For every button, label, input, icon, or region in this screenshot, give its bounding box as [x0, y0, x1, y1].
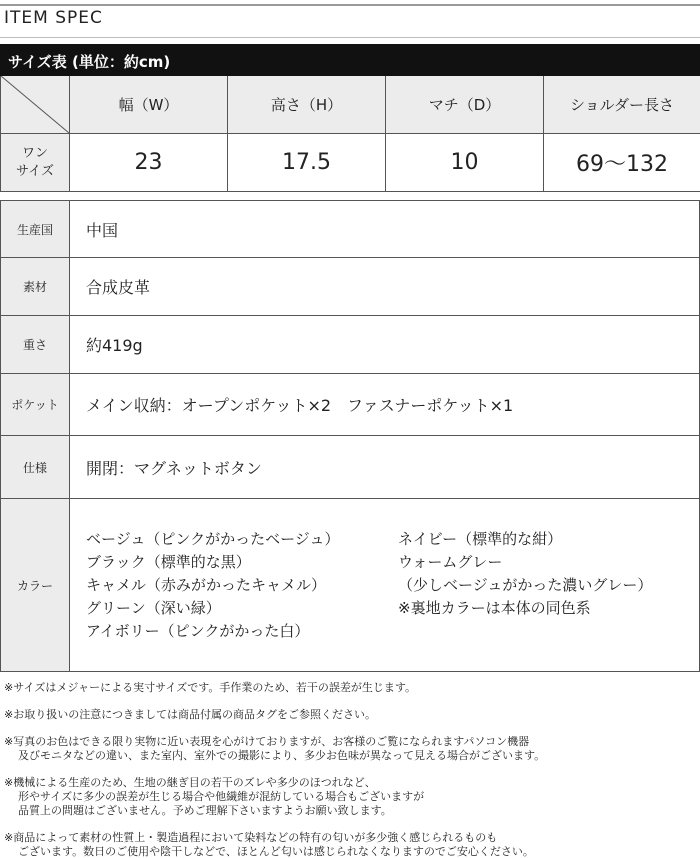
top-rule	[0, 4, 700, 6]
spec-value: 合成皮革	[70, 258, 700, 315]
note-line: ※商品によって素材の性質上・製造過程において染料などの特有の匂いが多少強く感じられるものも	[4, 831, 498, 844]
spec-row-weight	[1, 316, 700, 374]
notes	[4, 681, 698, 858]
value-depth: 10	[386, 134, 544, 192]
color-item: ブラック（標準的な黒）	[86, 552, 251, 571]
color-list-left	[86, 528, 398, 643]
spec-value: 中国	[70, 201, 700, 257]
col-header-width: 幅（W）	[70, 76, 228, 134]
value-shoulder: 69〜132	[544, 134, 700, 192]
note-line: ※お取り扱いの注意につきましては商品付属の商品タグをご参照ください。	[4, 708, 376, 721]
note	[4, 776, 698, 818]
color-item: （少しベージュがかった濃いグレー）	[398, 575, 653, 594]
col-header-depth: マチ（D）	[386, 76, 544, 134]
note-line: 及びモニタなどの違い、また室内、室外での撮影により、多少お色味が異なって見える場合がございます。	[18, 749, 546, 762]
header-rule	[0, 37, 700, 38]
corner-cell	[1, 76, 70, 134]
color-list-right	[398, 528, 698, 643]
spec-table	[0, 200, 700, 672]
note-line: ※写真のお色はできる限り実物に近い表現を心がけておりますが、お客様のご覧になられますパソコン機器	[4, 735, 530, 748]
size-table-title: サイズ表 (単位：約cm)	[0, 44, 700, 76]
color-item: ※裏地カラーは本体の同色系	[398, 598, 591, 617]
note	[4, 708, 698, 722]
spec-row-spec	[1, 436, 700, 499]
spec-value: メイン収納：オープンポケット×2 ファスナーポケット×1	[70, 374, 700, 435]
spec-value: 約419g	[70, 316, 700, 373]
spec-label: 素材	[1, 258, 70, 315]
row-label-line2: サイズ	[16, 163, 54, 179]
spec-label: 生産国	[1, 201, 70, 257]
col-header-height: 高さ（H）	[228, 76, 386, 134]
spec-value: 開閉：マグネットボタン	[70, 436, 700, 498]
size-grid	[0, 76, 700, 192]
spec-label: カラー	[1, 499, 70, 671]
note	[4, 681, 698, 695]
note-line: 品質上の問題はございません。予めご理解下さいますようお願い致します。	[18, 804, 392, 817]
color-item: アイボリー（ピンクがかった白）	[86, 621, 310, 640]
note-line: ※サイズはメジャーによる実寸サイズです。手作業のため、若干の誤差が生じます。	[4, 681, 417, 694]
row-label-onesize	[1, 134, 70, 192]
color-item: ベージュ（ピンクがかったベージュ）	[86, 529, 340, 548]
size-table	[0, 44, 700, 192]
value-height: 17.5	[228, 134, 386, 192]
value-width: 23	[70, 134, 228, 192]
color-list	[70, 499, 700, 671]
note	[4, 735, 698, 763]
note	[4, 831, 698, 858]
spec-row-pocket	[1, 374, 700, 436]
spec-row-color	[1, 499, 700, 672]
color-item: キャメル（赤みがかったキャメル）	[86, 575, 327, 594]
spec-label: 重さ	[1, 316, 70, 373]
color-item: グリーン（深い緑）	[86, 598, 221, 617]
spec-row-origin	[1, 201, 700, 258]
note-line: ※機械による生産のため、生地の継ぎ目の若干のズレや多少のほつれなど、	[4, 776, 376, 789]
color-item: ウォームグレー	[398, 552, 503, 571]
note-line: 形やサイズに多少の誤差が生じる場合や他繊維が混紡している場合もございますが	[18, 790, 425, 803]
col-header-shoulder: ショルダー長さ	[544, 76, 700, 134]
spec-label: 仕様	[1, 436, 70, 498]
page-title: ITEM SPEC	[4, 8, 103, 28]
spec-label: ポケット	[1, 374, 70, 435]
spec-row-material	[1, 258, 700, 316]
color-item: ネイビー（標準的な紺）	[398, 529, 563, 548]
note-line: ございます。数日のご使用や陰干しなどで、ほとんど匂いは感じられなくなりますのでご安心ください。	[18, 845, 534, 858]
diagonal-line-icon	[1, 76, 69, 133]
row-label-line1: ワン	[21, 145, 48, 161]
